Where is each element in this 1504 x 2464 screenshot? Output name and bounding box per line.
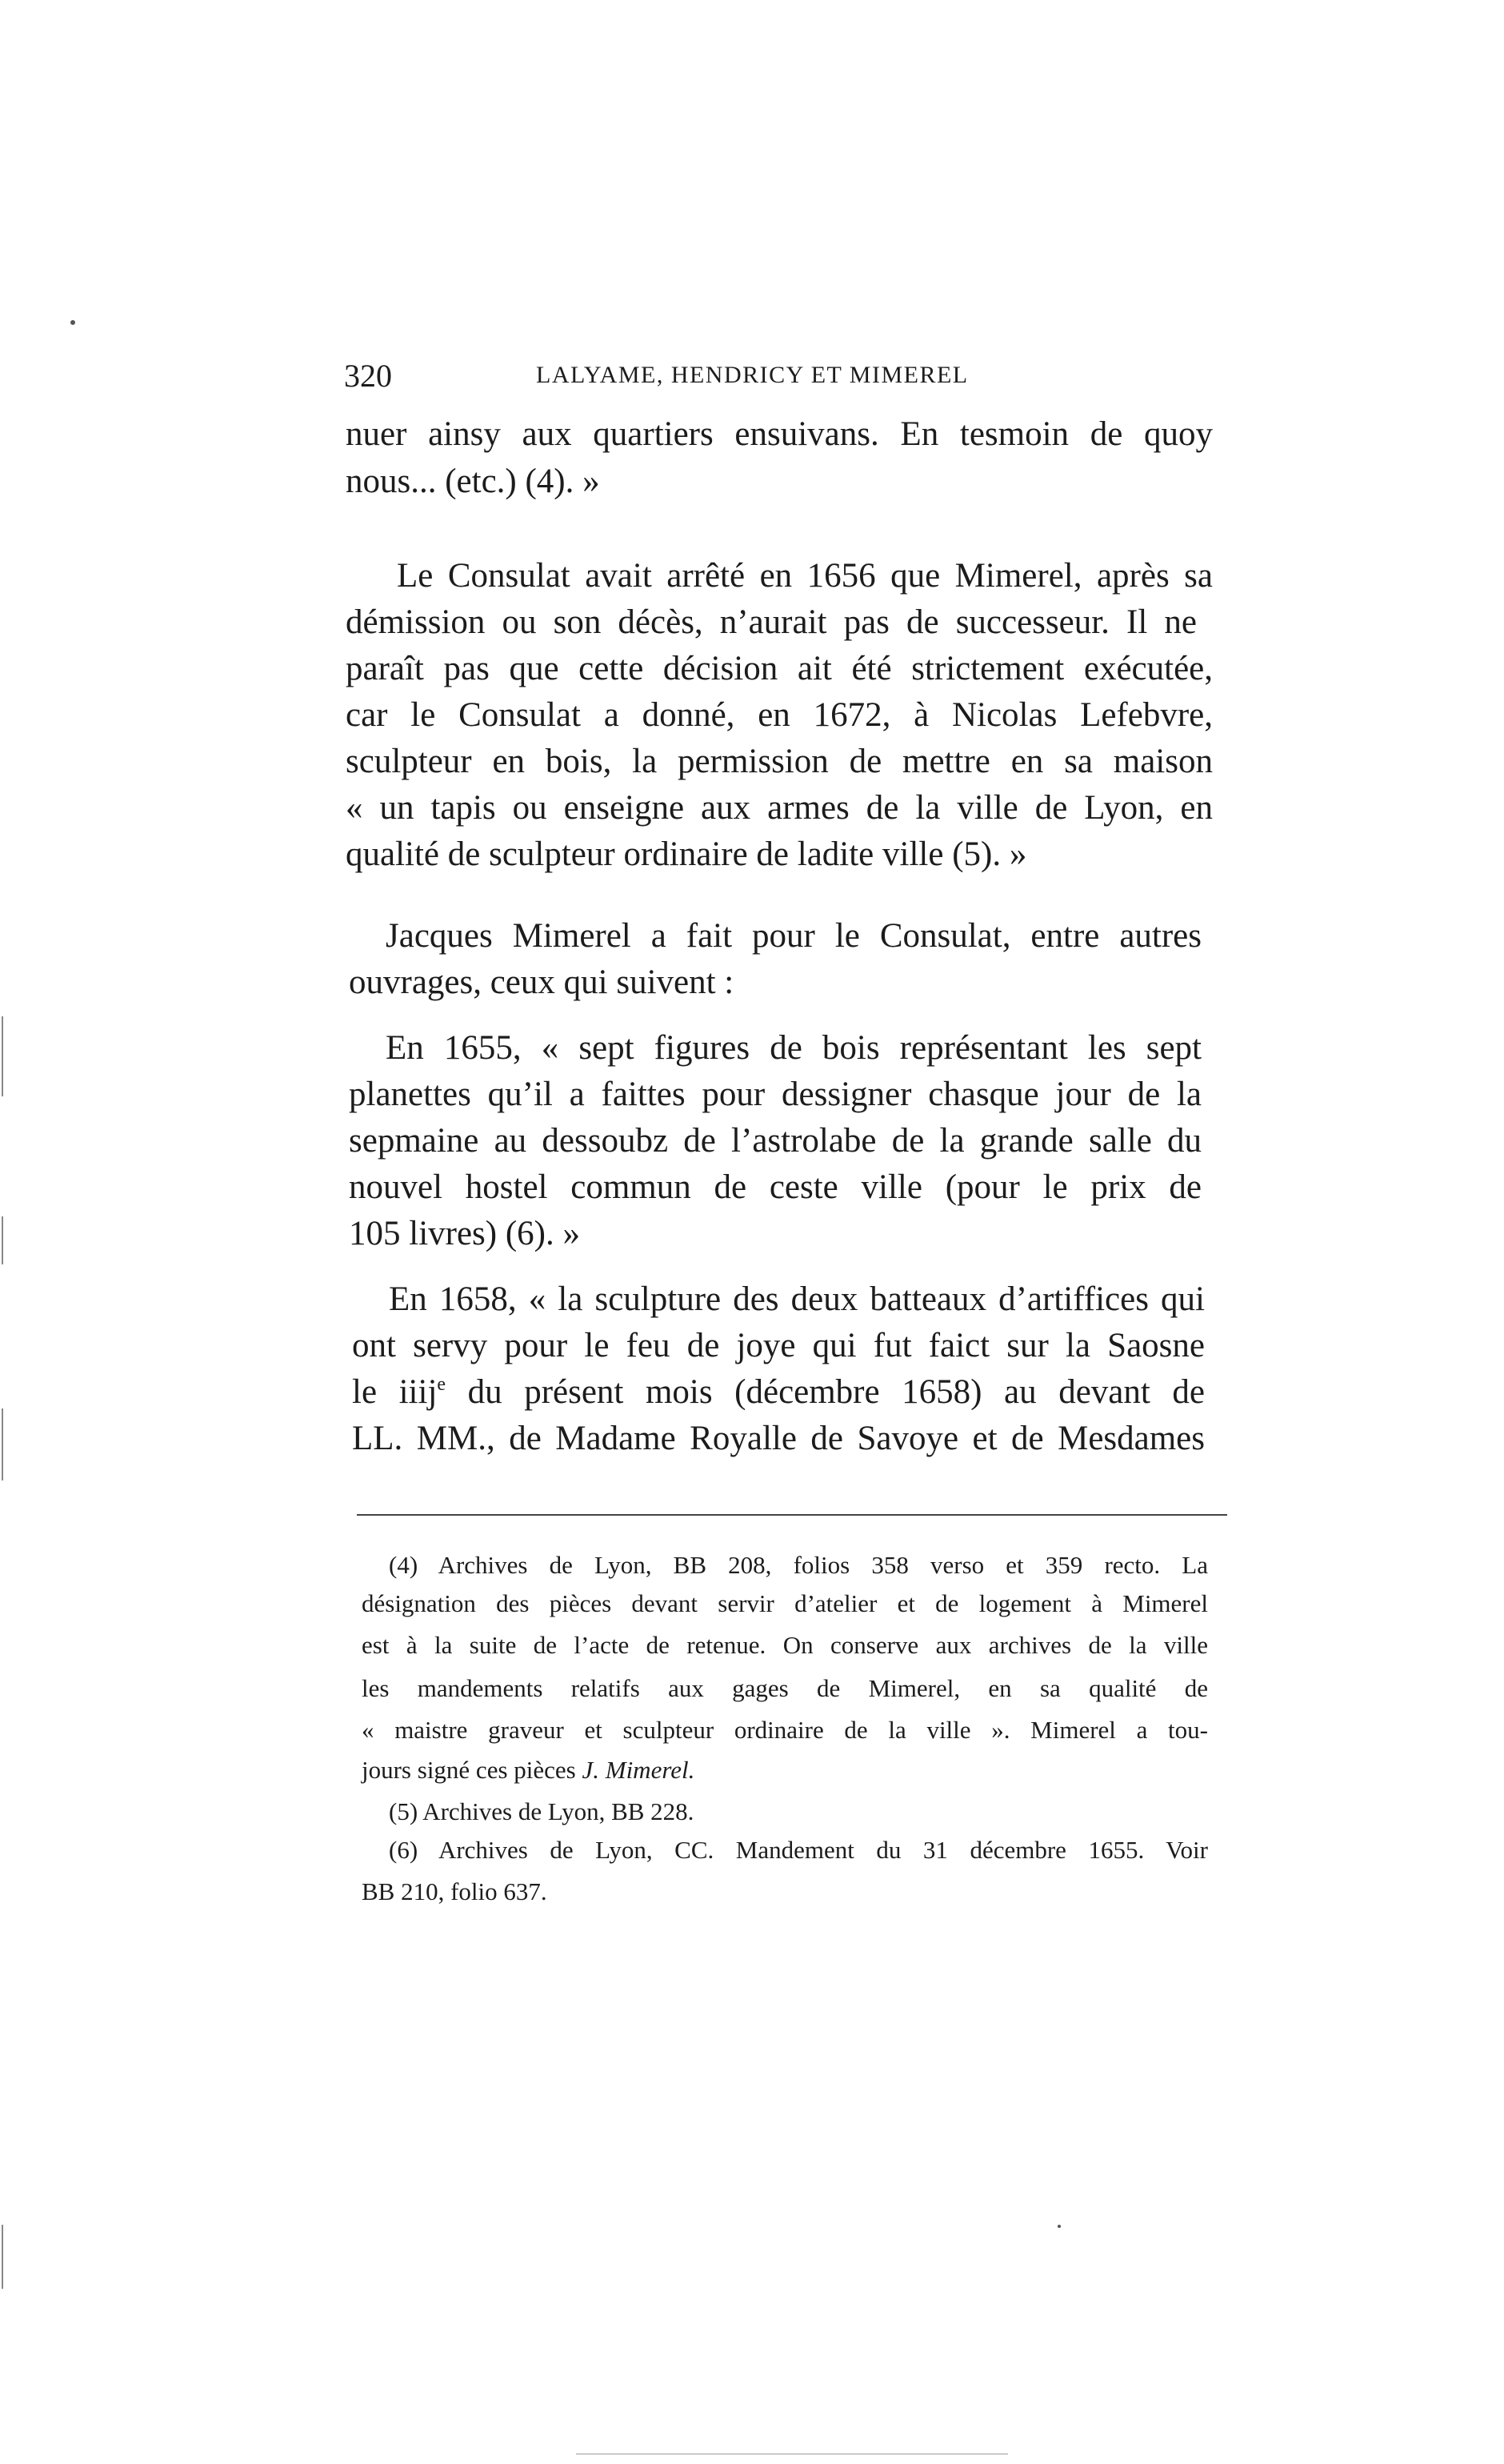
text-line: Le Consulat avait arrêté en 1656 que Mimerel, après sa [397, 557, 1213, 595]
text-line: planettes qu’il a faittes pour dessigner chasque jour de la [349, 1076, 1202, 1113]
text-line: En 1658, « la sculpture des deux batteaux d’artiffices qui [389, 1280, 1205, 1318]
text-line: qualité de sculpteur ordinaire de ladite ville (5). » [346, 835, 1027, 873]
text-line: nous... (etc.) (4). » [346, 463, 600, 500]
scan-edge-mark [2, 1216, 3, 1264]
running-head: LALYAME, HENDRICY ET MIMEREL [536, 362, 969, 388]
footnote-line: (6) Archives de Lyon, CC. Mandement du 31 décembre 1655. Voir [389, 1836, 1208, 1864]
footnote-line: (5) Archives de Lyon, BB 228. [389, 1797, 694, 1825]
italic-signature: J. Mimerel. [582, 1756, 695, 1784]
text-span: le iiij [352, 1373, 438, 1411]
text-line [352, 1375, 1205, 1409]
footnote-line: (4) Archives de Lyon, BB 208, folios 358 verso et 359 recto. La [389, 1551, 1208, 1579]
superscript: e [437, 1374, 446, 1395]
scan-speck [70, 320, 75, 325]
scan-speck [1058, 2225, 1061, 2228]
text-line: car le Consulat a donné, en 1672, à Nicolas Lefebvre, [346, 696, 1213, 734]
text-line: sepmaine au dessoubz de l’astrolabe de la grande salle du [349, 1122, 1202, 1160]
scan-edge-mark [2, 1408, 3, 1480]
text-span: du présent mois (décembre 1658) au devant de [446, 1373, 1205, 1411]
footnote-line: les mandements relatifs aux gages de Mimerel, en sa qualité de [362, 1674, 1208, 1702]
text-line: paraît pas que cette décision ait été strictement exécutée, [346, 650, 1213, 687]
footnote-line: « maistre graveur et sculpteur ordinaire de la ville ». Mimerel a tou- [362, 1716, 1208, 1744]
scan-edge-mark [2, 1016, 3, 1096]
text-line: ont servy pour le feu de joye qui fut faict sur la Saosne [352, 1327, 1205, 1364]
footnote-line: désignation des pièces devant servir d’atelier et de logement à Mimerel [362, 1589, 1208, 1617]
text-line: En 1655, « sept figures de bois représentant les sept [386, 1029, 1202, 1067]
text-line: sculpteur en bois, la permission de mettre en sa maison [346, 743, 1213, 780]
footnote-line [362, 1757, 694, 1782]
footnote-line: BB 210, folio 637. [362, 1877, 547, 1905]
text-line: LL. MM., de Madame Royalle de Savoye et de Mesdames [352, 1420, 1205, 1457]
text-line: 105 livres) (6). » [349, 1215, 580, 1252]
text-line: démission ou son décès, n’aurait pas de successeur. Il ne [346, 603, 1197, 641]
text-line: Jacques Mimerel a fait pour le Consulat, entre autres [386, 917, 1202, 955]
text-span: jours signé ces pièces [362, 1756, 582, 1784]
page-number: 320 [344, 358, 392, 394]
page-header [344, 357, 1208, 405]
text-line: « un tapis ou enseigne aux armes de la ville de Lyon, en [346, 789, 1213, 827]
footnote-rule [357, 1514, 1227, 1516]
text-line: ouvrages, ceux qui suivent : [349, 964, 734, 1001]
scan-edge-mark [2, 2225, 3, 2289]
text-line: nouvel hostel commun de ceste ville (pour le prix de [349, 1168, 1202, 1206]
text-line: nuer ainsy aux quartiers ensuivans. En tesmoin de quoy [346, 415, 1213, 453]
footnote-line: est à la suite de l’acte de retenue. On conserve aux archives de la ville [362, 1631, 1208, 1659]
